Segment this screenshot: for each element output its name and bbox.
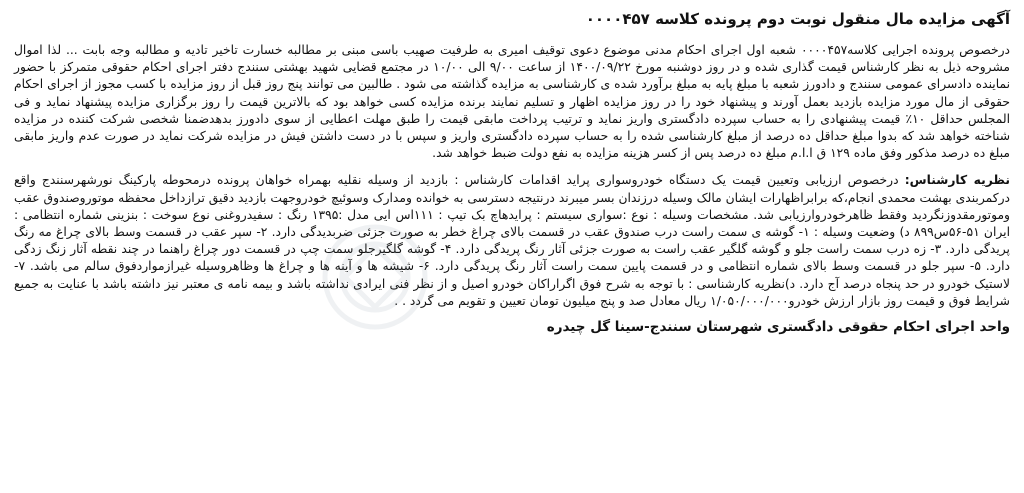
expert-opinion-heading: نظریه کارشناس: [904,173,1011,188]
expert-opinion [14,172,1010,310]
notice-title: آگهی مزایده مال منقول نوبت دوم پرونده کلاسه ۰۰۰۰۴۵۷ [585,10,1010,28]
notice-body: درخصوص پرونده اجرایی کلاسه۰۰۰۰۴۵۷ شعبه اول اجرای احکام مدنی موضوع دعوی توقیف امیری به طرفیت صهیب باسی مبنی بر مطالبه خسارت تاخیر تادیه و مطالبه وجه بابت ... لذا اموال مشروحه ذیل به نظر کارشناس قیمت گذاری شده و در روز دوشنبه مورخ ۱۴۰۰/۰۹/۲۲ از ساعت ۹/۰۰ الی ۱۰/۰۰ در مجتمع قضایی شهید بهشتی سنندج دفتر اجرای احکام حقوقی متمرکز با حضور نماینده دادسرای عمومی سنندج و دادورز شعبه با مبلغ پایه به مبلغ برآورد شده ی کارشناسی به مزایده گذاشته می شود . طالبین می توانند پنج روز قبل از روز مزایده با کسب مجوز از اجرای احکام حقوقی از مال مورد مزایده بازدید بعمل آورند و پیشنهاد خود را در روز مزایده اظهار و تسلیم نمایند برنده مزایده کسی خواهد بود که بالاترین قیمت را روز برگزاری مزایده پیشنهاد نماید و فی المجلس حداقل ۱۰٪ قیمت پیشنهادی را به حساب سپرده دادگستری واریز نماید و ترتیب پرداخت مابقی قیمت را طبق مهلت اعطایی از سوی دادورز بدهدضمنا شخصی شرکت کننده در مزایده شناخته خواهد شد که بدوا مبلغ حداقل ده درصد از مبلغ کارشناسی شده را به حساب سپرده دادگستری واریز و سپس با در دست داشتن فیش در مزایده شرکت نماید در صورت عدم واریز مابقی مبلغ ده درصد مذکور وفق ماده ۱۲۹ ق ا.ا.م مبلغ ده درصد پس از کسر هزینه مزایده به نفع دولت ضبط خواهد شد. [14,43,1011,161]
signature-line: واحد اجرای احکام حقوقی دادگستری شهرستان سنندج-سینا گل چیدره [546,319,1010,336]
expert-opinion-text: درخصوص ارزیابی وتعیین قیمت یک دستگاه خودروسواری پراید اقدامات کارشناس : بازدید از وسیله نقلیه بهمراه خواهان پرونده درمحوطه پارکینگ نورشهرسنندج واقع درکمربندی بهشت محمدی انجام،که برابراظهارات ایشان مالک وسیله درزندان بسر میبرند درنتیجه دسترسی به خوانده ومدارک وسوئیچ خودروجهت بازدید دقیق ترازداخل محفظه موتوروصندوق عقب وموتورمقدوزنگردید وفقط ظاهرخودروارزیابی شد. مشخصات وسیله : نوع :سواری سیستم : پرایدهاچ بک تیپ : ۱۱۱اس ایی مدل :۱۳۹۵ رنگ : سفیدروغنی نوع سوخت : بنزینی شماره انتظامی : ایران ۵۱-۵۶س۸۹۹ د) وضعیت وسیله : ۱- گوشه ی سمت راست درب صندوق عقب در قسمت بالای چراغ خطر به صورت جزئی ضربدیدگی دارد. ۲- سپر عقب در قسمت وسط بالای چراغ مه رنگ پریدگی دارد. ۳- زه درب سمت راست جلو و گوشه گلگیر عقب راست به صورت جزئی آثار رنگ پریدگی دارد. ۴- گوشه گلگیرجلو سمت چپ در قسمت دور چراغ راهنما در چند نقطه آثار زنگ زدگی دارد. ۵- سپر جلو در قسمت وسط بالای شماره انتظامی و در قسمت پایین سمت راست آثار رنگ پریدگی دارد. ۶- شیشه ها و آینه ها و چراغ ها وظاهروسیله غیرازمواردفوق سالم می باشد. ۷-لاستیک خودرو در حد پنجاه درصد آج دارد. د)نظریه کارشناسی : با توجه به شرح فوق اگراراکان خودرو اصیل و از نظر فنی ایرادی نداشته باشد و بیمه نامه ی معتبر نیز داشته باشد با عنایت به جمیع شرایط فوق و قیمت روز بازار ارزش خودرو۱/۰۵۰/۰۰۰/۰۰۰ ریال معادل صد و پنج میلیون تومان تعیین و تقویم می گردد . . [14,173,1010,308]
